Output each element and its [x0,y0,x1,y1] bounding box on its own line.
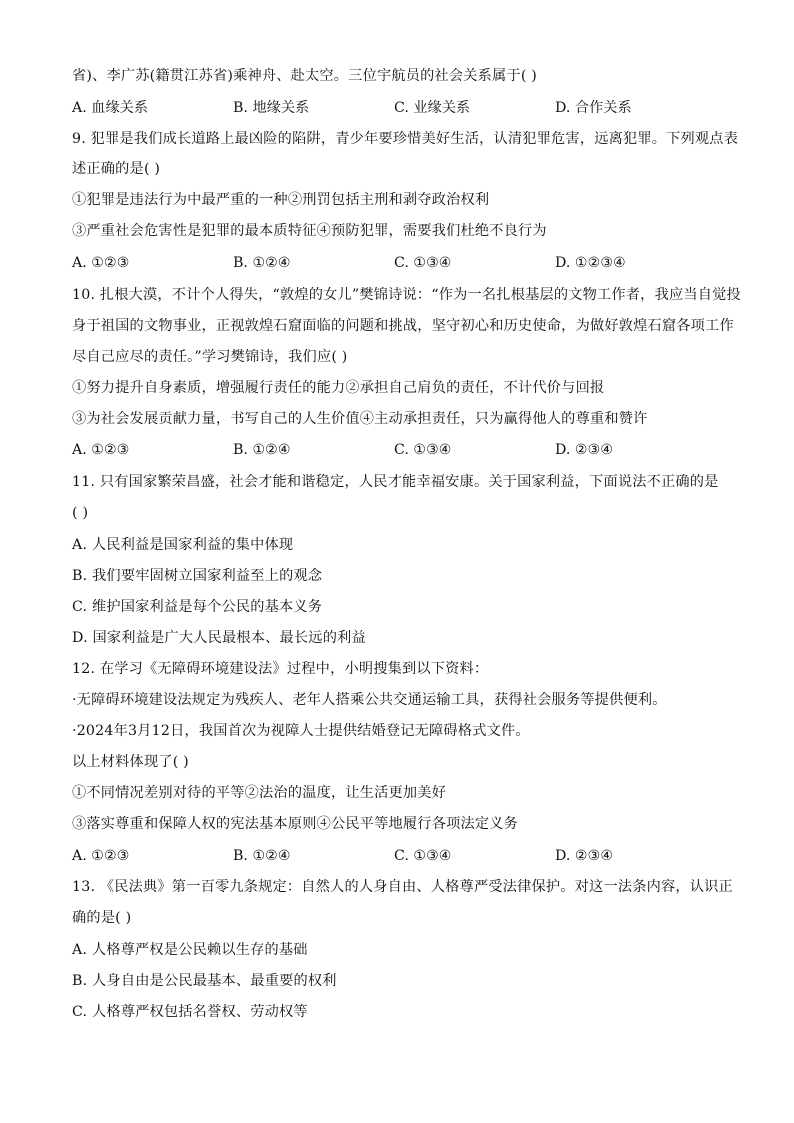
q13-stem-line1: 13. 《民法典》第一百零九条规定：自然人的人身自由、人格尊严受法律保护。对这一法条内容，认识正 [72,879,733,895]
q9-option-c: C. ①③④ [394,255,452,271]
q11-stem-line1: 11. 只有国家繁荣昌盛，社会才能和谐稳定，人民才能幸福安康。关于国家利益，下面说法不正确的是 [72,474,719,490]
q9-statements-1: ①犯罪是违法行为中最严重的一种②刑罚包括主刑和剥夺政治权利 [72,192,490,208]
q9-option-d: D. ①②③④ [555,255,626,271]
q10-option-a: A. ①②③ [72,442,130,458]
q11-option-d: D. 国家利益是广大人民最根本、最长远的利益 [72,630,366,646]
q10-stem-line3: 尽自己应尽的责任。”学习樊锦诗，我们应( ) [72,349,348,365]
q11-stem-line2: ( ) [72,505,89,521]
q10-stem-line2: 身于祖国的文物事业，正视敦煌石窟面临的问题和挑战，坚守初心和历史使命，为做好敦煌石窟各项工作 [72,318,734,334]
q8-option-a: A. 血缘关系 [72,100,149,116]
q12-statements-2: ③落实尊重和保障人权的宪法基本原则④公民平等地履行各项法定义务 [72,816,519,832]
q12-material-2: ·2024年3月12日，我国首次为视障人士提供结婚登记无障碍格式文件。 [72,723,530,739]
q10-options [72,440,722,460]
q11-option-c: C. 维护国家利益是每个公民的基本义务 [72,599,323,615]
q8-option-b: B. 地缘关系 [233,100,310,116]
q8-option-c: C. 业缘关系 [394,100,471,116]
q12-stem-line1: 12. 在学习《无障碍环境建设法》过程中，小明搜集到以下资料： [72,661,489,677]
q9-stem-line1: 9. 犯罪是我们成长道路上最凶险的陷阱，青少年要珍惜美好生活，认清犯罪危害，远离犯罪。下列观点表 [72,131,739,147]
q12-option-a: A. ①②③ [72,848,130,864]
q8-options [72,98,722,118]
q12-statements-1: ①不同情况差别对待的平等②法治的温度，让生活更加美好 [72,785,447,801]
q10-statements-2: ③为社会发展贡献力量，书写自己的人生价值④主动承担责任，只为赢得他人的尊重和赞许 [72,411,648,427]
q9-options [72,253,722,273]
q12-options [72,846,722,866]
q9-statements-2: ③严重社会危害性是犯罪的最本质特征④预防犯罪，需要我们杜绝不良行为 [72,223,547,239]
q8-option-d: D. 合作关系 [555,100,632,116]
q11-option-a: A. 人民利益是国家利益的集中体现 [72,537,294,553]
q11-option-b: B. 我们要牢固树立国家利益至上的观念 [72,568,323,584]
q9-option-a: A. ①②③ [72,255,130,271]
q10-stem-line1: 10. 扎根大漠，不计个人得失，“敦煌的女儿”樊锦诗说：“作为一名扎根基层的文物工作者，我应当自觉投 [72,287,741,303]
q10-statements-1: ①努力提升自身素质，增强履行责任的能力②承担自己肩负的责任，不计代价与回报 [72,380,605,396]
q10-option-d: D. ②③④ [555,442,614,458]
q8-stem-continued: 省)、李广苏(籍贯江苏省)乘神舟、赴太空。三位宇航员的社会关系属于( ) [72,68,538,84]
q13-option-b: B. 人身自由是公民最基本、最重要的权利 [72,973,337,989]
q13-stem-line2: 确的是( ) [72,910,132,926]
q10-option-c: C. ①③④ [394,442,452,458]
q10-option-b: B. ①②④ [233,442,291,458]
q12-stem-line2: 以上材料体现了( ) [72,754,189,770]
q12-option-c: C. ①③④ [394,848,452,864]
q12-option-b: B. ①②④ [233,848,291,864]
q12-material-1: ·无障碍环境建设法规定为残疾人、老年人搭乘公共交通运输工具，获得社会服务等提供便利。 [72,692,667,708]
q9-option-b: B. ①②④ [233,255,291,271]
q9-stem-line2: 述正确的是( ) [72,161,161,177]
q12-option-d: D. ②③④ [555,848,614,864]
q13-option-c: C. 人格尊严权包括名誉权、劳动权等 [72,1004,308,1020]
q13-option-a: A. 人格尊严权是公民赖以生存的基础 [72,942,308,958]
